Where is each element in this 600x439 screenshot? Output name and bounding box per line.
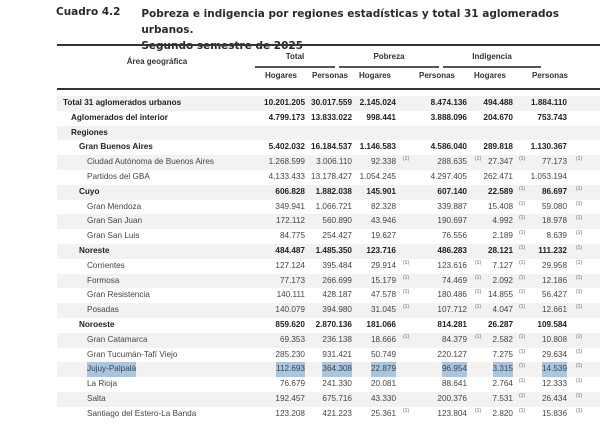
cell-value: 107.712 (437, 305, 467, 315)
cell-value: 285.230 (275, 349, 305, 359)
footnote-mark: (1) (519, 274, 526, 281)
cell-value: 19.627 (370, 231, 396, 241)
cell-value: 1.882.038 (315, 186, 352, 196)
cell-value: 88.641 (441, 379, 467, 389)
cell-value: 859.620 (275, 319, 305, 329)
cell-value: 111.232 (538, 245, 567, 255)
cell-value: 28.121 (487, 245, 513, 255)
cell-value: 204.670 (483, 112, 513, 122)
footnote-mark: (1) (475, 289, 482, 296)
cell-value: 4.799.173 (268, 112, 305, 122)
cell-value: 3.888.096 (430, 112, 467, 122)
table-body (57, 96, 600, 422)
cell-value: 2.189 (492, 231, 513, 241)
cell-value: 76.679 (279, 379, 305, 389)
footnote-mark: (1) (576, 289, 583, 296)
cell-value: 140.111 (276, 290, 305, 300)
row-label: Posadas (87, 305, 119, 315)
header-area: Área geográfica (126, 57, 188, 66)
cell-value: 47.578 (370, 290, 396, 300)
cell-value: 192.457 (275, 393, 305, 403)
footnote-mark: (1) (519, 215, 526, 222)
cell-value: 18.978 (541, 216, 567, 226)
cell-value: 289.818 (483, 142, 513, 152)
cell-value: 15.836 (541, 408, 567, 418)
footnote-mark: (1) (519, 363, 526, 370)
cell-value: 12.186 (541, 275, 567, 285)
cell-value: 56.427 (541, 290, 567, 300)
cell-value: 2.820 (492, 408, 513, 418)
cell-value: 10.808 (541, 334, 567, 344)
footnote-mark: (1) (519, 259, 526, 266)
cell-value: 109.584 (537, 319, 567, 329)
cell-value: 22.879 (371, 362, 396, 377)
row-label: Noroeste (79, 319, 115, 329)
cell-value: 7.275 (492, 349, 513, 359)
row-label: Gran San Juan (87, 216, 143, 226)
cell-value: 31.045 (370, 305, 396, 315)
row-label: Gran San Luis (87, 231, 140, 241)
footnote-mark: (1) (519, 348, 526, 355)
footnote-mark: (1) (576, 392, 583, 399)
row-label: Salta (87, 393, 106, 403)
cell-value: 1.066.721 (315, 201, 352, 211)
footnote-mark: (1) (576, 407, 583, 414)
cell-value: 96.954 (442, 362, 467, 377)
footnote-mark: (1) (576, 304, 583, 311)
footnote-mark: (1) (519, 392, 526, 399)
table-row (57, 96, 600, 111)
footnote-mark: (1) (576, 333, 583, 340)
row-label: Noreste (79, 245, 110, 255)
title-line-1: Pobreza e indigencia por regiones estadísticas y total 31 aglomerados urbanos. (141, 8, 559, 36)
cell-value: 140.079 (275, 305, 305, 315)
cell-value: 180.486 (437, 290, 467, 300)
cell-value: 25.361 (370, 408, 396, 418)
footnote-mark: (1) (403, 407, 410, 414)
cell-value: 15.408 (487, 201, 513, 211)
cell-value: 486.283 (437, 245, 467, 255)
cell-value: 1.053.194 (530, 171, 567, 181)
cell-value: 76.556 (441, 231, 467, 241)
cell-value: 339.887 (437, 201, 467, 211)
header-group-total: Total (255, 52, 335, 68)
footnote-mark: (1) (403, 289, 410, 296)
row-label: Cuyo (79, 186, 100, 196)
footnote-mark: (1) (519, 244, 526, 251)
table-row (57, 155, 600, 170)
cell-value: 4.297.405 (430, 171, 467, 181)
cell-value: 20.081 (370, 379, 396, 389)
footnote-mark: (1) (576, 244, 583, 251)
footnote-mark: (1) (519, 156, 526, 163)
cell-value: 86.697 (541, 186, 567, 196)
cell-value: 2.092 (492, 275, 513, 285)
cell-value: 4.992 (492, 216, 513, 226)
cell-value: 13.833.022 (311, 112, 352, 122)
table-row (57, 126, 600, 141)
cell-value: 77.173 (279, 275, 305, 285)
cell-value: 112.693 (276, 362, 305, 377)
row-label: Partidos del GBA (87, 171, 150, 181)
data-table (57, 44, 600, 422)
cell-value: 181.066 (366, 319, 396, 329)
cell-value: 395.484 (322, 260, 352, 270)
cell-value: 69.353 (279, 334, 305, 344)
cell-value: 29.634 (541, 349, 567, 359)
cell-value: 29.958 (541, 260, 567, 270)
footnote-mark: (1) (576, 200, 583, 207)
cell-value: 82.328 (370, 201, 396, 211)
cell-value: 1.054.245 (359, 171, 396, 181)
table-row (57, 303, 600, 318)
cell-value: 3.006.110 (316, 157, 352, 167)
cell-value: 123.208 (275, 408, 305, 418)
footnote-mark: (1) (576, 156, 583, 163)
row-label: Jujuy-Palpalá (87, 362, 136, 377)
cell-value: 931.421 (322, 349, 352, 359)
footnote-mark: (1) (576, 185, 583, 192)
cell-value: 29.914 (370, 260, 396, 270)
cell-value: 675.716 (322, 393, 352, 403)
header-group-pobreza: Pobreza (339, 52, 439, 68)
cell-value: 220.127 (437, 349, 467, 359)
footnote-mark: (1) (403, 259, 410, 266)
cell-value: 13.178.427 (311, 171, 352, 181)
cell-value: 190.697 (437, 216, 467, 226)
footnote-mark: (1) (519, 200, 526, 207)
header-sub: Hogares (358, 71, 391, 80)
row-label: Aglomerados del interior (71, 112, 168, 122)
cell-value: 16.184.537 (311, 142, 352, 152)
footnote-mark: (1) (576, 378, 583, 385)
footnote-mark: (1) (403, 274, 410, 281)
cell-value: 428.187 (322, 290, 352, 300)
cell-value: 15.179 (370, 275, 396, 285)
footnote-mark: (1) (576, 215, 583, 222)
cell-value: 753.743 (537, 112, 567, 122)
header-sub: Personas (418, 71, 456, 80)
footnote-mark: (1) (576, 259, 583, 266)
table-number: Cuadro 4.2 (56, 6, 121, 18)
footnote-mark: (1) (475, 407, 482, 414)
cell-value: 349.941 (275, 201, 305, 211)
footnote-mark: (1) (403, 304, 410, 311)
cell-value: 2.145.024 (359, 98, 396, 107)
cell-value: 12.661 (541, 305, 567, 315)
cell-value: 364.308 (322, 362, 352, 377)
footnote-mark: (1) (475, 156, 482, 163)
cell-value: 288.635 (437, 157, 467, 167)
cell-value: 123.804 (437, 408, 467, 418)
row-label: Gran Buenos Aires (79, 142, 153, 152)
footnote-mark: (1) (475, 274, 482, 281)
table-row (57, 111, 600, 126)
title-line-2: Segundo semestre de 2025 (141, 40, 304, 52)
row-label: Ciudad Autónoma de Buenos Aires (87, 157, 214, 167)
header-sub: Hogares (264, 71, 297, 80)
cell-value: 494.488 (483, 98, 513, 107)
cell-value: 14.855 (487, 290, 513, 300)
cell-value: 7.127 (492, 260, 513, 270)
header-group-indigencia: Indigencia (443, 52, 541, 68)
cell-value: 4.133.433 (268, 171, 305, 181)
cell-value: 606.828 (275, 186, 305, 196)
cell-value: 4.047 (492, 305, 513, 315)
cell-value: 2.870.136 (315, 319, 352, 329)
cell-value: 123.616 (437, 260, 467, 270)
header-sub: Hogares (473, 71, 506, 80)
cell-value: 8.639 (546, 231, 567, 241)
cell-value: 123.716 (366, 245, 396, 255)
cell-value: 74.469 (441, 275, 467, 285)
row-label: Gran Resistencia (87, 290, 150, 300)
cell-value: 43.330 (370, 393, 396, 403)
cell-value: 22.589 (487, 186, 513, 196)
cell-value: 3.315 (493, 362, 514, 377)
cell-value: 7.531 (492, 393, 513, 403)
footnote-mark: (1) (403, 156, 410, 163)
cell-value: 59.080 (541, 201, 567, 211)
cell-value: 18.666 (370, 334, 396, 344)
header-sub: Personas (531, 71, 569, 80)
cell-value: 50.749 (370, 349, 396, 359)
cell-value: 484.487 (275, 245, 305, 255)
row-label: Gran Tucumán-Tafí Viejo (87, 349, 178, 359)
cell-value: 1.146.583 (359, 142, 396, 152)
table-header (57, 44, 600, 90)
cell-value: 1.485.350 (315, 245, 352, 255)
footnote-mark: (1) (576, 348, 583, 355)
cell-value: 77.173 (541, 157, 567, 167)
row-label: Corrientes (87, 260, 125, 270)
cell-value: 127.124 (275, 260, 305, 270)
cell-value: 92.338 (370, 157, 396, 167)
row-label: La Rioja (87, 379, 118, 389)
footnote-mark: (1) (475, 304, 482, 311)
cell-value: 1.130.367 (530, 142, 567, 152)
footnote-mark: (1) (519, 407, 526, 414)
cell-value: 172.112 (276, 216, 305, 226)
cell-value: 4.586.040 (430, 142, 467, 152)
cell-value: 560.890 (322, 216, 352, 226)
cell-value: 254.427 (322, 231, 352, 241)
cell-value: 14.539 (542, 362, 567, 377)
cell-value: 394.980 (322, 305, 352, 315)
footnote-mark: (1) (576, 274, 583, 281)
footnote-mark: (1) (519, 230, 526, 237)
cell-value: 26.287 (487, 319, 513, 329)
row-label: Gran Catamarca (87, 334, 148, 344)
footnote-mark: (1) (475, 259, 482, 266)
cell-value: 421.223 (322, 408, 352, 418)
cell-value: 12.333 (541, 379, 567, 389)
footnote-mark: (1) (519, 304, 526, 311)
header-sub: Personas (311, 71, 349, 80)
cell-value: 266.699 (322, 275, 352, 285)
cell-value: 5.402.032 (268, 142, 305, 152)
cell-value: 30.017.559 (311, 98, 352, 107)
cell-value: 27.347 (487, 157, 513, 167)
row-label: Total 31 aglomerados urbanos (63, 98, 182, 107)
cell-value: 200.376 (437, 393, 467, 403)
cell-value: 10.201.205 (264, 98, 305, 107)
footnote-mark: (1) (576, 230, 583, 237)
footnote-mark: (1) (519, 378, 526, 385)
footnote-mark: (1) (519, 289, 526, 296)
row-label: Regiones (71, 127, 108, 137)
cell-value: 607.140 (437, 186, 467, 196)
cell-value: 814.281 (437, 319, 467, 329)
cell-value: 998.441 (366, 112, 396, 122)
footnote-mark: (1) (403, 333, 410, 340)
cell-value: 26.434 (541, 393, 567, 403)
cell-value: 43.946 (370, 216, 396, 226)
row-label: Santiago del Estero-La Banda (87, 408, 197, 418)
cell-value: 84.775 (279, 231, 305, 241)
cell-value: 1.268.599 (268, 157, 305, 167)
footnote-mark: (1) (576, 363, 583, 370)
footnote-mark: (1) (519, 185, 526, 192)
table-row (57, 407, 600, 422)
cell-value: 2.582 (492, 334, 513, 344)
row-label: Formosa (87, 275, 120, 285)
cell-value: 241.330 (322, 379, 352, 389)
cell-value: 262.471 (483, 171, 513, 181)
cell-value: 2.764 (492, 379, 513, 389)
cell-value: 145.901 (366, 186, 396, 196)
cell-value: 84.379 (441, 334, 467, 344)
cell-value: 1.884.110 (531, 98, 567, 107)
footnote-mark: (1) (475, 333, 482, 340)
row-label: Gran Mendoza (87, 201, 142, 211)
cell-value: 236.138 (322, 334, 352, 344)
cell-value: 8.474.136 (430, 98, 467, 107)
footnote-mark: (1) (519, 333, 526, 340)
